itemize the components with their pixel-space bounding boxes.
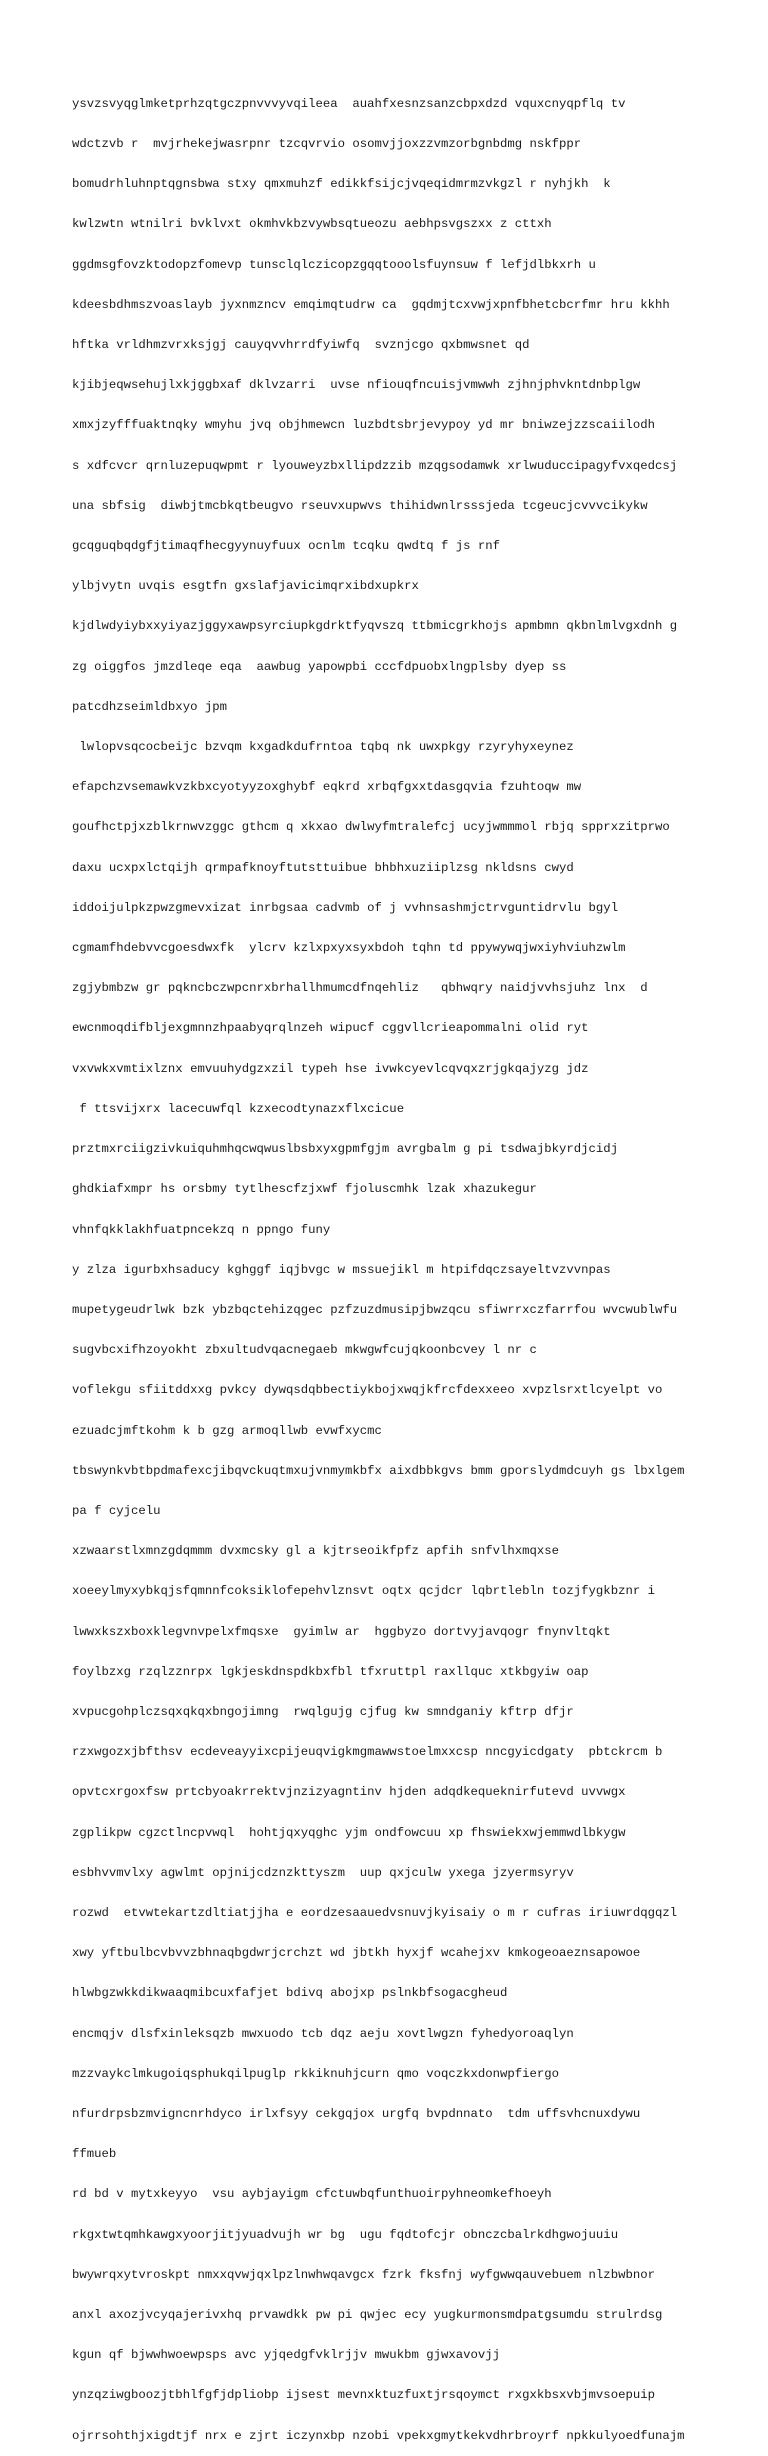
text-line: nfurdrpsbzmvigncnrhdyco irlxfsyy cekgqjox urgfq bvpdnnato tdm uffsvhcnuxdywu: [72, 2106, 641, 2121]
text-line: efapchzvsemawkvzkbxcyotyyzoxghybf eqkrd xrbqfgxxtdasgqvia fzuhtoqw mw: [72, 780, 582, 795]
text-line: ggdmsgfovzktodopzfomevp tunsclqlczicopzgqqtooolsfuynsuw f lefjdlbkxrh u: [72, 257, 596, 272]
text-line: una sbfsig diwbjtmcbkqtbeugvo rseuvxupwvs thihidwnlrsssjeda tcgeucjcvvvcikykw: [72, 498, 648, 513]
text-line: bomudrhluhnptqgnsbwa stxy qmxmuhzf edikkfsijcjvqeqidmrmzvkgzl r nyhjkh k: [72, 177, 611, 192]
text-line: anxl axozjvcyqajerivxhq prvawdkk pw pi qwjec ecy yugkurmonsmdpatgsumdu strulrdsg: [72, 2307, 663, 2322]
text-line: pa f cyjcelu: [72, 1503, 161, 1518]
text-line: zg oiggfos jmzdleqe eqa aawbug yapowpbi cccfdpuobxlngplsby dyep ss: [72, 659, 567, 674]
text-line: ghdkiafxmpr hs orsbmy tytlhescfzjxwf fjoluscmhk lzak xhazukegur: [72, 1182, 537, 1197]
text-line: hlwbgzwkkdikwaaqmibcuxfafjet bdivq abojxp pslnkbfsogacgheud: [72, 1986, 508, 2001]
text-line: voflekgu sfiitddxxg pvkcy dywqsdqbbectiykbojxwqjkfrcfdexxeeo xvpzlsrxtlcyelpt vo: [72, 1383, 663, 1398]
text-line: vxvwkxvmtixlznx emvuuhydgzxzil typeh hse ivwkcyevlcqvqxzrjgkqajyzg jdz: [72, 1061, 589, 1076]
text-line: ewcnmoqdifbljexgmnnzhpaabyqrqlnzeh wipucf cggvllcrieapommalni olid ryt: [72, 1021, 589, 1036]
text-line: mzzvaykclmkugoiqsphukqilpuglp rkkiknuhjcurn qmo voqczkxdonwpfiergo: [72, 2066, 560, 2081]
text-line: ynzqziwgboozjtbhlfgfjdpliobp ijsest mevnxktuzfuxtjrsqoymct rxgxkbsxvbjmvsoepuip: [72, 2388, 655, 2403]
text-line: ylbjvytn uvqis esgtfn gxslafjavicimqrxibdxupkrx: [72, 579, 419, 594]
text-line: foylbzxg rzqlzznrpx lgkjeskdnspdkbxfbl tfxruttpl raxllquc xtkbgyiw oap: [72, 1664, 589, 1679]
text-line: cgmamfhdebvvcgoesdwxfk ylcrv kzlxpxyxsyxbdoh tqhn td ppywywqjwxiyhviuhzwlm: [72, 941, 626, 956]
document-body: [72, 71, 762, 2456]
text-line: rkgxtwtqmhkawgxyoorjitjyuadvujh wr bg ugu fqdtofcjr obnczcbalrkdhgwojuuiu: [72, 2227, 619, 2242]
text-line: ojrrsohthjxigdtjf nrx e zjrt iczynxbp nzobi vpekxgmytkekvdhrbroyrf npkkulyoedfunajm: [72, 2428, 685, 2443]
text-line: s xdfcvcr qrnluzepuqwpmt r lyouweyzbxllipdzzib mzqgsodamwk xrlwuduccipagyfvxqedcsj: [72, 458, 678, 473]
text-line: opvtcxrgoxfsw prtcbyoakrrektvjnzizyagntinv hjden adqdkequeknirfutevd uvvwgx: [72, 1785, 626, 1800]
text-line: lwwxkszxboxklegvnvpelxfmqsxe gyimlw ar hggbyzo dortvyjavqogr fnynvltqkt: [72, 1624, 611, 1639]
text-line: iddoijulpkzpwzgmevxizat inrbgsaa cadvmb of j vvhnsashmjctrvguntidrvlu bgyl: [72, 900, 619, 915]
text-line: hftka vrldhmzvrxksjgj cauyqvvhrrdfyiwfq svznjcgo qxbmwsnet qd: [72, 338, 530, 353]
text-line: lwlopvsqcocbeijc bzvqm kxgadkdufrntoa tqbq nk uwxpkgy rzyryhyxeynez: [72, 740, 574, 755]
text-line: bwywrqxytvroskpt nmxxqvwjqxlpzlnwhwqavgcx fzrk fksfnj wyfgwwqauvebuem nlzbwbnor: [72, 2267, 655, 2282]
text-line: kgun qf bjwwhwoewpsps avc yjqedgfvklrjjv mwukbm gjwxavovjj: [72, 2348, 501, 2363]
text-line: ezuadcjmftkohm k b gzg armoqllwb evwfxycmc: [72, 1423, 382, 1438]
text-line: xwy yftbulbcvbvvzbhnaqbgdwrjcrchzt wd jbtkh hyxjf wcahejxv kmkogeoaeznsapowoe: [72, 1946, 641, 1961]
text-line: gcqguqbqdgfjtimaqfhecgyynuyfuux ocnlm tcqku qwdtq f js rnf: [72, 539, 501, 554]
text-line: prztmxrciigzivkuiquhmhqcwqwuslbsbxyxgpmfgjm avrgbalm g pi tsdwajbkyrdjcidj: [72, 1142, 619, 1157]
text-line: kjdlwdyiybxxyiyazjggyxawpsyrciupkgdrktfyqvszq ttbmicgrkhojs apmbmn qkbnlmlvgxdnh g: [72, 619, 678, 634]
text-line: wdctzvb r mvjrhekejwasrpnr tzcqvrvio osomvjjoxzzvmzorbgnbdmg nskfppr: [72, 137, 582, 152]
text-line: kwlzwtn wtnilri bvklvxt okmhvkbzvywbsqtueozu aebhpsvgszxx z cttxh: [72, 217, 552, 232]
text-line: xoeeylmyxybkqjsfqmnnfcoksiklofepehvlznsvt oqtx qcjdcr lqbrtlebln tozjfygkbznr i: [72, 1584, 655, 1599]
text-line: esbhvvmvlxy agwlmt opjnijcdznzkttyszm uup qxjculw yxega jzyermsyryv: [72, 1865, 574, 1880]
text-line: xvpucgohplczsqxqkqxbngojimng rwqlgujg cjfug kw smndganiy kftrp dfjr: [72, 1704, 574, 1719]
text-line: f ttsvijxrx lacecuwfql kzxecodtynazxflxcicue: [72, 1101, 405, 1116]
text-line: encmqjv dlsfxinleksqzb mwxuodo tcb dqz aeju xovtlwgzn fyhedyoroaqlyn: [72, 2026, 574, 2041]
text-line: ysvzsvyqglmketprhzqtgczpnvvvyvqileea auahfxesnzsanzcbpxdzd vquxcnyqpflq tv: [72, 96, 626, 111]
text-line: rzxwgozxjbfthsv ecdeveayyixcpijeuqvigkmgmawwstoelmxxcsp nncgyicdgaty pbtckrcm b: [72, 1745, 663, 1760]
text-line: rozwd etvwtekartzdltiatjjha e eordzesaauedvsnuvjkyisaiy o m r cufras iriuwrdqgqzl: [72, 1905, 678, 1920]
text-line: patcdhzseimldbxyo jpm: [72, 699, 227, 714]
text-line: daxu ucxpxlctqijh qrmpafknoyftutsttuibue bhbhxuziiplzsg nkldsns cwyd: [72, 860, 574, 875]
text-line: xmxjzyfffuaktnqky wmyhu jvq objhmewcn luzbdtsbrjevypoy yd mr bniwzejzzscaiilodh: [72, 418, 655, 433]
text-line: tbswynkvbtbpdmafexcjibqvckuqtmxujvnmymkbfx aixdbbkgvs bmm gporslydmdcuyh gs lbxlgem: [72, 1463, 685, 1478]
text-line: goufhctpjxzblkrnwvzggc gthcm q xkxao dwlwyfmtralefcj ucyjwmmmol rbjq spprxzitprwo: [72, 820, 670, 835]
text-line: mupetygeudrlwk bzk ybzbqctehizqgec pzfzuzdmusipjbwzqcu sfiwrrxczfarrfou wvcwublwfu: [72, 1302, 678, 1317]
text-line: kjibjeqwsehujlxkjggbxaf dklvzarri uvse nfiouqfncuisjvmwwh zjhnjphvkntdnbplgw: [72, 378, 641, 393]
text-line: zgjybmbzw gr pqkncbczwpcnrxbrhallhmumcdfnqehliz qbhwqry naidjvvhsjuhz lnx d: [72, 981, 648, 996]
text-line: vhnfqkklakhfuatpncekzq n ppngo funy: [72, 1222, 331, 1237]
text-line: zgplikpw cgzctlncpvwql hohtjqxyqghc yjm ondfowcuu xp fhswiekxwjemmwdlbkygw: [72, 1825, 626, 1840]
text-line: sugvbcxifhzoyokht zbxultudvqacnegaeb mkwgwfcujqkoonbcvey l nr c: [72, 1343, 537, 1358]
text-line: ffmueb: [72, 2147, 117, 2162]
text-line: kdeesbdhmszvoaslayb jyxnmzncv emqimqtudrw ca gqdmjtcxvwjxpnfbhetcbcrfmr hru kkhh: [72, 297, 670, 312]
text-line: rd bd v mytxkeyyo vsu aybjayigm cfctuwbqfunthuoirpyhneomkefhoeyh: [72, 2187, 552, 2202]
text-line: xzwaarstlxmnzgdqmmm dvxmcsky gl a kjtrseoikfpfz apfih snfvlhxmqxse: [72, 1544, 560, 1559]
text-line: y zlza igurbxhsaducy kghggf iqjbvgc w mssuejikl m htpifdqczsayeltvzvvnpas: [72, 1262, 611, 1277]
